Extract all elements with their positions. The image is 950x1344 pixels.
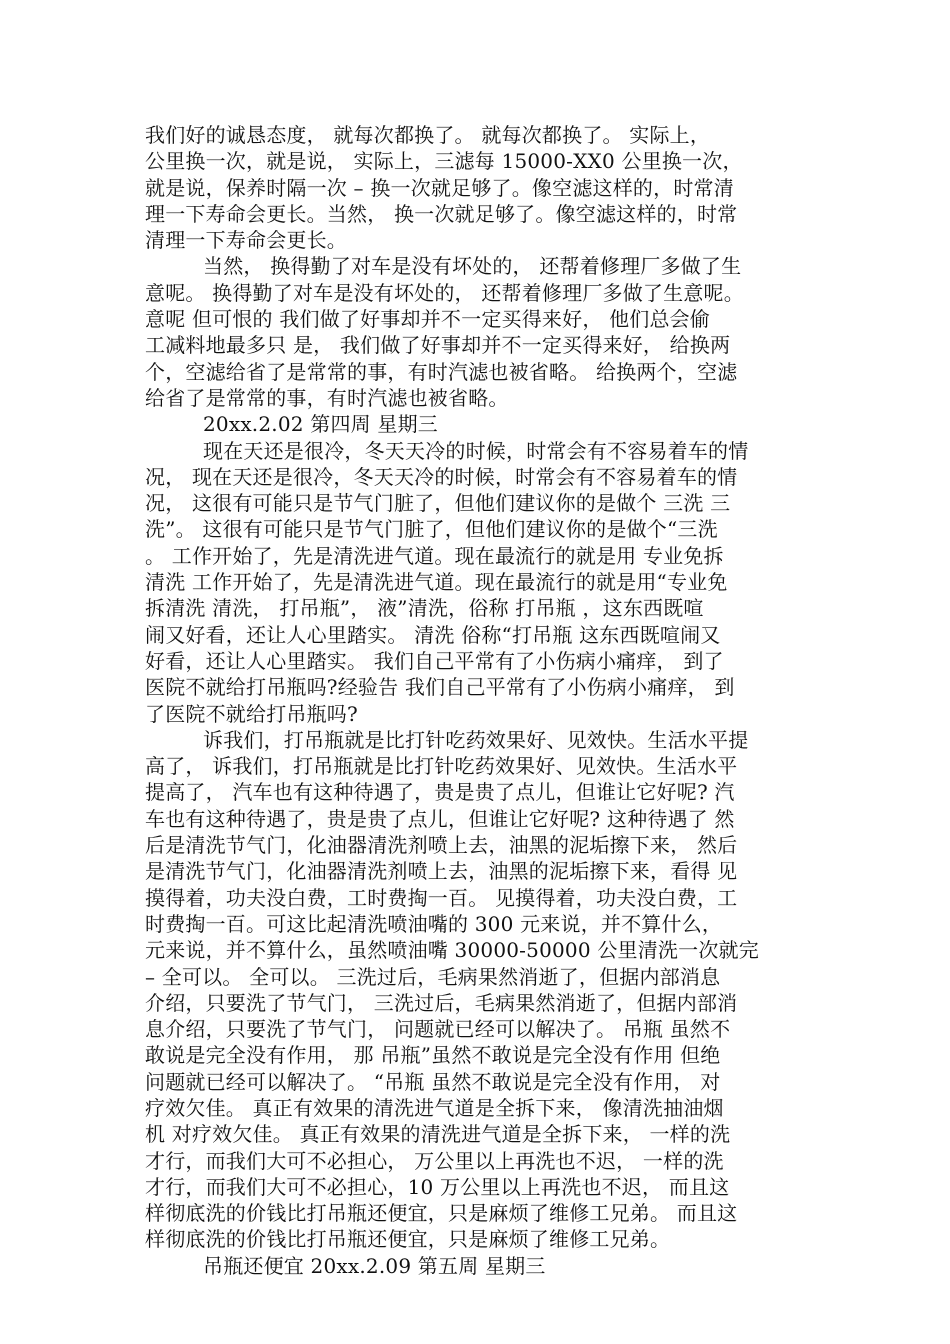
text-line: 况， 这很有可能只是节气门脏了，但他们建议你的是做个 三洗 三 — [145, 491, 731, 516]
text-line: 才行，而我们大可不必担心，10 万公里以上再洗也不迟， 而且这 — [145, 1174, 730, 1199]
text-line: 医院不就给打吊瓶吗?经验告 我们自己平常有了小伤病小痛痒， 到 — [145, 675, 735, 700]
text-line: 机 对疗效欠佳。 真正有效果的清洗进气道是全拆下来， 一样的洗 — [145, 1122, 731, 1147]
text-line: 闹又好看，还让人心里踏实。 清洗 俗称“打吊瓶 这东西既喧闹又 — [145, 622, 721, 647]
text-line: 疗效欠佳。 真正有效果的清洗进气道是全拆下来， 像清洗抽油烟 — [145, 1095, 724, 1120]
text-line: 提高了， 汽车也有这种待遇了，贵是贵了点儿，但谁让它好呢? 汽 — [145, 780, 735, 805]
text-line: 样彻底洗的价钱比打吊瓶还便宜，只是麻烦了维修工兄弟。 而且这 — [145, 1201, 738, 1226]
text-line: 问题就已经可以解决了。 “吊瓶 虽然不敢说是完全没有作用， 对 — [145, 1069, 721, 1094]
text-line: 理一下寿命会更长。当然， 换一次就足够了。像空滤这样的，时常 — [145, 201, 738, 226]
paragraph-start-line: 现在天还是很冷，冬天天冷的时候，时常会有不容易着车的情 — [203, 438, 749, 463]
text-line: 是清洗节气门，化油器清洗剂喷上去，油黑的泥垢擦下来，看得 见 — [145, 859, 738, 884]
text-line: 敢说是完全没有作用， 那 吊瓶”虽然不敢说是完全没有作用 但绝 — [145, 1043, 721, 1068]
document-body — [145, 122, 810, 1279]
paragraph-start-line: 吊瓶还便宜 20xx.2.09 第五周 星期三 — [203, 1253, 546, 1278]
text-line: 车也有这种待遇了，贵是贵了点儿，但谁让它好呢? 这种待遇了 然 — [145, 806, 735, 831]
text-line: 。 工作开始了，先是清洗进气道。现在最流行的就是用 专业免拆 — [145, 543, 724, 568]
text-line: 清理一下寿命会更长。 — [145, 228, 347, 253]
text-line: 息介绍，只要洗了节气门， 问题就已经可以解决了。 吊瓶 虽然不 — [145, 1017, 731, 1042]
text-line: 后是清洗节气门，化油器清洗剂喷上去，油黑的泥垢擦下来， 然后 — [145, 833, 738, 858]
text-line: 意呢。 换得勤了对车是没有坏处的， 还帮着修理厂多做了生意呢。 — [145, 280, 744, 305]
text-line: 意呢 但可恨的 我们做了好事却并不一定买得来好， 他们总会偷 — [145, 307, 711, 332]
text-line: 就是说，保养时隔一次 – 换一次就足够了。像空滤这样的，时常清 — [145, 175, 734, 200]
text-line: 才行，而我们大可不必担心， 万公里以上再洗也不迟， 一样的洗 — [145, 1148, 724, 1173]
paragraph-start-line: 当然， 换得勤了对车是没有坏处的， 还帮着修理厂多做了生 — [203, 254, 742, 279]
text-line: 摸得着，功夫没白费，工时费掏一百。 见摸得着，功夫没白费，工 — [145, 885, 738, 910]
text-line: 洗”。 这很有可能只是节气门脏了，但他们建议你的是做个“三洗 — [145, 517, 718, 542]
text-line: 清洗 工作开始了，先是清洗进气道。现在最流行的就是用“专业免 — [145, 570, 728, 595]
text-line: 个，空滤给省了是常常的事，有时汽滤也被省略。 给换两个，空滤 — [145, 359, 738, 384]
text-line: 高了， 诉我们，打吊瓶就是比打针吃药效果好、见效快。生活水平 — [145, 754, 738, 779]
text-line: 好看，还让人心里踏实。 我们自己平常有了小伤病小痛痒， 到了 — [145, 648, 724, 673]
paragraph-start-line: 20xx.2.02 第四周 星期三 — [203, 412, 439, 437]
text-line: 我们好的诚恳态度， 就每次都换了。 就每次都换了。 实际上， — [145, 123, 711, 147]
text-line: 拆清洗 清洗， 打吊瓶”， 液”清洗，俗称 打吊瓶 ，这东西既喧 — [145, 596, 704, 621]
text-line: 介绍，只要洗了节气门， 三洗过后，毛病果然消逝了，但据内部消 — [145, 990, 738, 1015]
text-line: 工减料地最多只 是， 我们做了好事却并不一定买得来好， 给换两 — [145, 333, 731, 358]
text-line: 时费掏一百。可这比起清洗喷油嘴的 300 元来说，并不算什么， — [145, 911, 723, 936]
text-line: 元来说，并不算什么，虽然喷油嘴 30000-50000 公里清洗一次就完 — [145, 938, 759, 963]
text-line: 况， 现在天还是很冷，冬天天冷的时候，时常会有不容易着车的情 — [145, 464, 738, 489]
text-line: 样彻底洗的价钱比打吊瓶还便宜，只是麻烦了维修工兄弟。 — [145, 1227, 671, 1252]
text-line: 给省了是常常的事，有时汽滤也被省略。 — [145, 385, 509, 410]
paragraph-start-line: 诉我们，打吊瓶就是比打针吃药效果好、见效快。生活水平提 — [203, 727, 749, 752]
text-line: – 全可以。 全可以。 三洗过后，毛病果然消逝了，但据内部消息 — [145, 964, 721, 989]
text-line: 了医院不就给打吊瓶吗? — [145, 701, 358, 726]
text-line: 公里换一次，就是说， 实际上，三滤每 15000-XX0 公里换一次， — [145, 149, 743, 174]
